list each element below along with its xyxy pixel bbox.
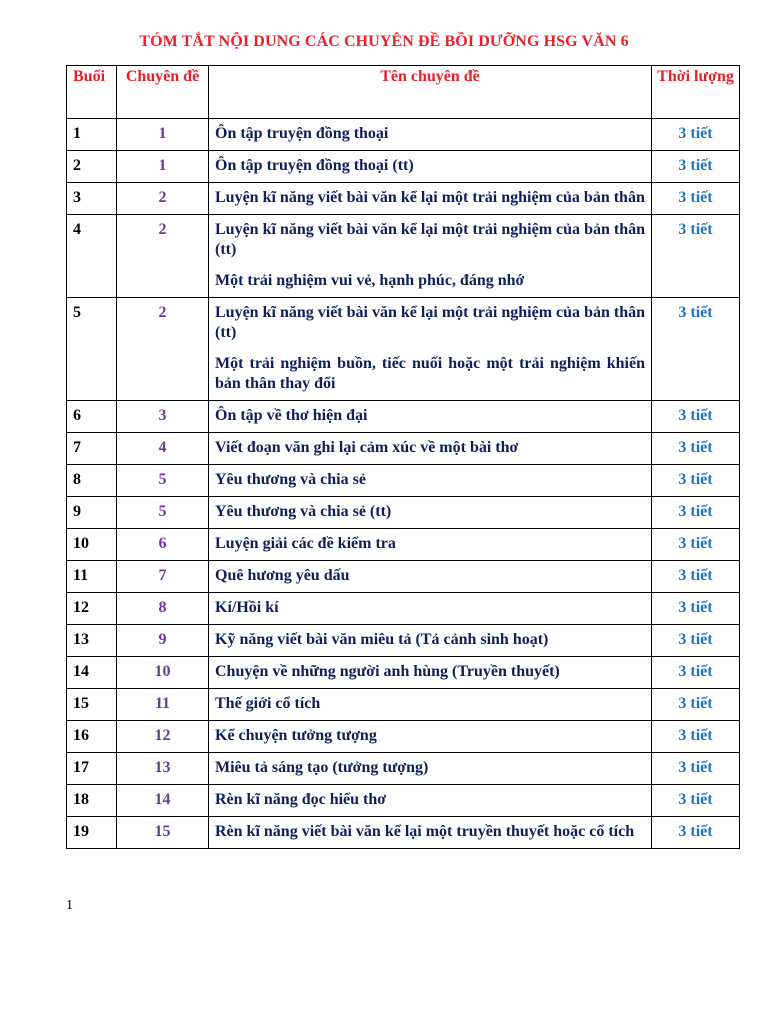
topic-title-line: Kể chuyện tưởng tượng (215, 727, 377, 744)
duration-value: 3 tiết (652, 298, 740, 401)
topic-title-cell (209, 625, 652, 657)
session-number: 15 (67, 689, 117, 721)
topic-title-line: Rèn kĩ năng viết bài văn kể lại một truyền thuyết hoặc cổ tích (215, 823, 635, 840)
duration-value: 3 tiết (652, 183, 740, 215)
session-number: 10 (67, 529, 117, 561)
duration-value: 3 tiết (652, 657, 740, 689)
page-number: 1 (66, 898, 73, 913)
header-topic: Chuyên đề (117, 66, 209, 119)
session-number: 17 (67, 753, 117, 785)
topic-title-line: Luyện kĩ năng viết bài văn kể lại một trải nghiệm của bản thân (215, 189, 645, 206)
topic-title-cell (209, 689, 652, 721)
session-number: 5 (67, 298, 117, 401)
topic-number: 12 (117, 721, 209, 753)
table-row (67, 433, 740, 465)
topic-number: 2 (117, 298, 209, 401)
topic-title-cell (209, 593, 652, 625)
duration-value: 3 tiết (652, 433, 740, 465)
table-row (67, 401, 740, 433)
session-number: 4 (67, 215, 117, 298)
topic-title-line: Yêu thương và chia sẻ (215, 471, 366, 488)
duration-value: 3 tiết (652, 721, 740, 753)
table-row (67, 151, 740, 183)
topic-title-cell (209, 657, 652, 689)
duration-value: 3 tiết (652, 215, 740, 298)
topic-number: 9 (117, 625, 209, 657)
session-number: 16 (67, 721, 117, 753)
topic-number: 14 (117, 785, 209, 817)
topic-title-cell (209, 401, 652, 433)
session-number: 1 (67, 119, 117, 151)
topic-number: 5 (117, 465, 209, 497)
topic-title-line: Luyện kĩ năng viết bài văn kể lại một trải nghiệm của bản thân (tt) (215, 221, 645, 258)
topic-title-line: Một trải nghiệm buồn, tiếc nuối hoặc một trải nghiệm khiến bản thân thay đổi (215, 355, 645, 392)
duration-value: 3 tiết (652, 817, 740, 849)
topic-title-line: Rèn kĩ năng đọc hiểu thơ (215, 791, 387, 808)
session-number: 12 (67, 593, 117, 625)
duration-value: 3 tiết (652, 593, 740, 625)
topic-title-cell (209, 215, 652, 298)
topic-title-line: Ôn tập truyện đồng thoại (tt) (215, 157, 414, 174)
table-row (67, 689, 740, 721)
table-row (67, 215, 740, 298)
topic-title-cell (209, 183, 652, 215)
topic-number: 11 (117, 689, 209, 721)
topic-title-cell (209, 785, 652, 817)
topic-number: 4 (117, 433, 209, 465)
topic-title-cell (209, 561, 652, 593)
topic-title-line: Luyện kĩ năng viết bài văn kể lại một trải nghiệm của bản thân (tt) (215, 304, 645, 341)
table-row (67, 465, 740, 497)
topic-title-line: Ôn tập về thơ hiện đại (215, 407, 368, 424)
duration-value: 3 tiết (652, 151, 740, 183)
topic-number: 10 (117, 657, 209, 689)
topic-title-line: Kỹ năng viết bài văn miêu tả (Tả cảnh sinh hoạt) (215, 631, 549, 648)
topic-title-cell (209, 298, 652, 401)
duration-value: 3 tiết (652, 753, 740, 785)
topic-title-line: Yêu thương và chia sẻ (tt) (215, 503, 392, 520)
topic-title-cell (209, 753, 652, 785)
topic-schedule-table (66, 65, 740, 849)
session-number: 7 (67, 433, 117, 465)
topic-title-line: Ôn tập truyện đồng thoại (215, 125, 389, 142)
topic-number: 3 (117, 401, 209, 433)
header-topic-name: Tên chuyên đề (209, 66, 652, 119)
topic-number: 7 (117, 561, 209, 593)
session-number: 13 (67, 625, 117, 657)
session-number: 19 (67, 817, 117, 849)
topic-number: 8 (117, 593, 209, 625)
table-row (67, 721, 740, 753)
topic-title-cell (209, 817, 652, 849)
session-number: 18 (67, 785, 117, 817)
duration-value: 3 tiết (652, 119, 740, 151)
session-number: 9 (67, 497, 117, 529)
topic-title-line: Miêu tả sáng tạo (tưởng tượng) (215, 759, 429, 776)
topic-title-line: Viết đoạn văn ghi lại cảm xúc về một bài thơ (215, 439, 519, 456)
topic-number: 2 (117, 183, 209, 215)
duration-value: 3 tiết (652, 785, 740, 817)
duration-value: 3 tiết (652, 625, 740, 657)
table-row (67, 183, 740, 215)
session-number: 14 (67, 657, 117, 689)
topic-title-cell (209, 151, 652, 183)
table-row (67, 298, 740, 401)
duration-value: 3 tiết (652, 561, 740, 593)
table-row (67, 529, 740, 561)
duration-value: 3 tiết (652, 689, 740, 721)
header-session: Buổi (67, 66, 117, 119)
table-row (67, 753, 740, 785)
table-row (67, 817, 740, 849)
table-row (67, 561, 740, 593)
document-title: TÓM TẮT NỘI DUNG CÁC CHUYÊN ĐỀ BỒI DƯỠNG HSG VĂN 6 (139, 33, 629, 50)
table-header-row (67, 66, 740, 119)
table-row (67, 119, 740, 151)
table-row (67, 657, 740, 689)
topic-number: 13 (117, 753, 209, 785)
topic-number: 1 (117, 151, 209, 183)
topic-title-line: Quê hương yêu dấu (215, 567, 350, 584)
topic-title-line: Kí/Hồi kí (215, 599, 279, 616)
table-body (67, 119, 740, 849)
table-row (67, 593, 740, 625)
session-number: 8 (67, 465, 117, 497)
topic-title-line: Thế giới cổ tích (215, 695, 321, 712)
duration-value: 3 tiết (652, 465, 740, 497)
topic-title-cell (209, 497, 652, 529)
topic-number: 2 (117, 215, 209, 298)
duration-value: 3 tiết (652, 529, 740, 561)
topic-title-cell (209, 721, 652, 753)
topic-title-cell (209, 465, 652, 497)
duration-value: 3 tiết (652, 401, 740, 433)
session-number: 3 (67, 183, 117, 215)
topic-number: 1 (117, 119, 209, 151)
topic-title-cell (209, 119, 652, 151)
topic-title-cell (209, 529, 652, 561)
duration-value: 3 tiết (652, 497, 740, 529)
topic-title-line: Luyện giải các đề kiểm tra (215, 535, 396, 552)
topic-title-line: Một trải nghiệm vui vẻ, hạnh phúc, đáng nhớ (215, 272, 525, 289)
session-number: 6 (67, 401, 117, 433)
table-row (67, 625, 740, 657)
session-number: 11 (67, 561, 117, 593)
table-row (67, 785, 740, 817)
topic-number: 6 (117, 529, 209, 561)
header-duration: Thời lượng (652, 66, 740, 119)
topic-number: 15 (117, 817, 209, 849)
topic-number: 5 (117, 497, 209, 529)
topic-title-cell (209, 433, 652, 465)
table-row (67, 497, 740, 529)
session-number: 2 (67, 151, 117, 183)
topic-title-line: Chuyện về những người anh hùng (Truyền thuyết) (215, 663, 560, 680)
